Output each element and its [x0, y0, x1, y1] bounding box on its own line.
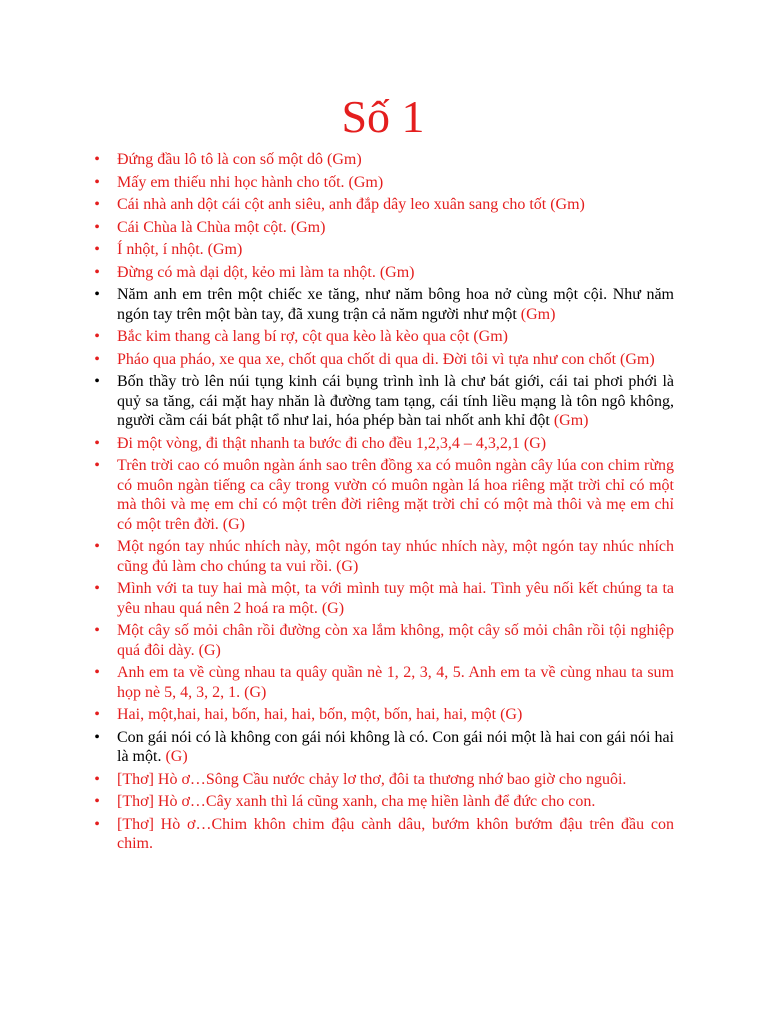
list-item	[92, 263, 674, 283]
list-item	[92, 150, 674, 170]
bullet-icon: •	[94, 434, 100, 452]
list-item	[92, 792, 674, 812]
bullet-icon: •	[94, 622, 100, 639]
bullet-icon: •	[94, 457, 100, 474]
bullet-icon: •	[94, 373, 100, 390]
bullet-icon: •	[94, 151, 100, 168]
bullet-icon: •	[94, 350, 100, 368]
list-item-text: Một cây số mỏi chân rồi đường còn xa lắm không, một cây số mỏi chân rồi tội nghiệp quá đôi dày.	[117, 622, 674, 659]
list-item-text: Hai, một,hai, hai, bốn, hai, hai, bốn, một, bốn, hai, hai, một	[117, 706, 497, 723]
list-item	[92, 434, 674, 454]
list-item	[92, 663, 674, 702]
list-item-tag: (Gm)	[553, 412, 589, 429]
list-item-tag: (Gm)	[473, 328, 508, 345]
bullet-icon: •	[94, 728, 100, 746]
list-item-tag: (Gm)	[520, 305, 556, 323]
bullet-icon: •	[94, 538, 100, 555]
list-item-text: [Thơ] Hò ơ…Chim khôn chim đậu cành dâu, bướm khôn bướm đậu trên đầu con chim.	[117, 815, 674, 852]
list-item-text: Pháo qua pháo, xe qua xe, chốt qua chốt di qua di. Đời tôi vì tựa như con chốt	[117, 350, 617, 368]
list-item	[92, 195, 674, 215]
bullet-icon: •	[94, 770, 100, 788]
bullet-icon: •	[94, 815, 100, 833]
list-item	[92, 456, 674, 534]
list-item	[92, 285, 674, 324]
list-item	[92, 218, 674, 238]
list-item-tag: (G)	[321, 599, 345, 617]
list-item-text: Mấy em thiếu nhi học hành cho tốt.	[117, 173, 345, 191]
list-item-text: Trên trời cao có muôn ngàn ánh sao trên đồng xa có muôn ngàn cây lúa con chim rừng có muôn ngàn tiếng ca cây trong vườn có muôn ngàn lá hoa riêng mặt trời chỉ có một mà thôi và mẹ em chỉ có một trên đời riêng mặt trời chỉ có một mà thôi và mẹ em chỉ có một trên đời.	[117, 457, 674, 533]
bullet-icon: •	[94, 706, 100, 723]
bullet-icon: •	[94, 263, 100, 281]
bullet-icon: •	[94, 286, 100, 303]
list-item	[92, 621, 674, 660]
list-item-tag: (Gm)	[379, 263, 415, 281]
list-item-text: Đi một vòng, đi thật nhanh ta bước đi cho đều 1,2,3,4 – 4,3,2,1	[117, 434, 520, 452]
list-item-tag: (Gm)	[620, 350, 655, 368]
bullet-icon: •	[94, 173, 100, 191]
bullet-icon: •	[94, 196, 100, 213]
list-item-tag: (Gm)	[348, 173, 384, 191]
list-item-text: Bốn thầy trò lên núi tụng kinh cái bụng trình ình là chư bát giới, cái tai phơi phới là quỷ sa tăng, cái mặt hay nhăn là đường tam tạng, cái tính liều mạng là tôn ngô không, người cầm cái bát phật tổ như lai, hóa phép bàn tai nhốt anh khỉ đột	[117, 373, 674, 429]
list-item-tag: (Gm)	[550, 196, 585, 213]
list-item-text: Đứng đầu lô tô là con số một dô	[117, 151, 323, 168]
list-item	[92, 728, 674, 767]
list-item	[92, 372, 674, 431]
list-item-tag: (Gm)	[290, 218, 326, 236]
list-item-tag: (Gm)	[207, 241, 243, 258]
list-item	[92, 705, 674, 725]
bullet-icon: •	[94, 580, 100, 597]
list-item-tag: (G)	[244, 683, 267, 701]
list-item	[92, 815, 674, 854]
list-item-tag: (G)	[222, 515, 245, 533]
bullet-icon: •	[94, 664, 100, 681]
list-item-text: Năm anh em trên một chiếc xe tăng, như năm bông hoa nở cùng một cội. Như năm ngón tay trên một bàn tay, đã xung trận cả năm người như một	[117, 286, 674, 323]
list-item-tag: (G)	[500, 706, 523, 723]
list-item-text: Cái nhà anh dột cái cột anh siêu, anh đắp dây leo xuân sang cho tốt	[117, 196, 547, 213]
list-item-text: Bắc kim thang cà lang bí rợ, cột qua kèo là kèo qua cột	[117, 328, 470, 345]
page-title: Số 1	[341, 91, 425, 142]
list-item-text: [Thơ] Hò ơ…Cây xanh thì lá cũng xanh, cha mẹ hiền lành để đức cho con.	[117, 793, 596, 810]
list-item-text: Í nhột, í nhột.	[117, 241, 204, 258]
list-item	[92, 770, 674, 790]
list-item-text: [Thơ] Hò ơ…Sông Cầu nước chảy lơ thơ, đôi ta thương nhớ bao giờ cho nguôi.	[117, 770, 627, 788]
list-item	[92, 350, 674, 370]
bullet-icon: •	[94, 328, 100, 345]
list-item-text: Mình với ta tuy hai mà một, ta với mình tuy một mà hai. Tình yêu nối kết chúng ta ta yêu nhau quá nên 2 hoá ra một.	[117, 580, 674, 617]
list-item-tag: (G)	[165, 748, 188, 765]
list-item	[92, 240, 674, 260]
list-item	[92, 537, 674, 576]
bullet-icon: •	[94, 218, 100, 236]
list-item-text: Anh em ta về cùng nhau ta quây quần nè 1, 2, 3, 4, 5. Anh em ta về cùng nhau ta sum họp nè 5, 4, 3, 2, 1.	[117, 664, 674, 701]
list-item-text: Đừng có mà dại dột, kẻo mi làm ta nhột.	[117, 263, 376, 281]
list-item-tag: (G)	[523, 434, 547, 452]
bullet-icon: •	[94, 241, 100, 258]
list-item	[92, 327, 674, 347]
list-item-text: Cái Chùa là Chùa một cột.	[117, 218, 287, 236]
list-item-text: Một ngón tay nhúc nhích này, một ngón tay nhúc nhích này, một ngón tay nhúc nhích cũng đủ làm cho chúng ta vui rồi.	[117, 538, 674, 575]
list-item-text: Con gái nói có là không con gái nói không là có. Con gái nói một là hai con gái nói hai là một.	[117, 728, 674, 765]
list-item	[92, 173, 674, 193]
bullet-icon: •	[94, 793, 100, 810]
list-item-tag: (Gm)	[326, 151, 362, 168]
verse-list	[92, 150, 674, 854]
list-item-tag: (G)	[336, 557, 359, 575]
list-item	[92, 579, 674, 618]
list-item-tag: (G)	[198, 641, 221, 659]
